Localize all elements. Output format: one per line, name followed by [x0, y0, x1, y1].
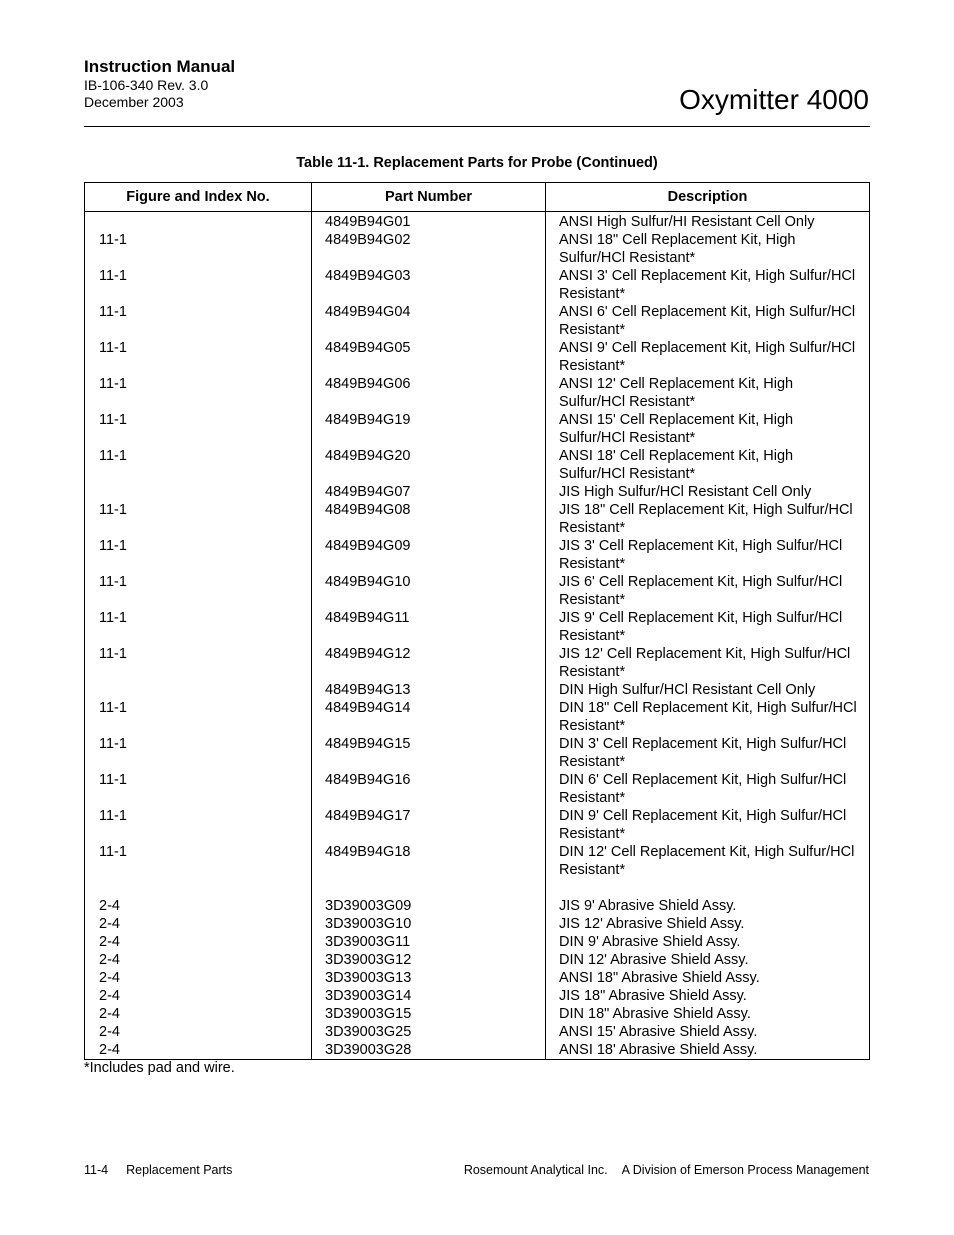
description-cell: DIN 9' Abrasive Shield Assy. — [546, 933, 870, 951]
figure-index-cell: 11-1 — [85, 267, 312, 303]
column-header-part-number: Part Number — [312, 183, 546, 212]
figure-index-cell: 2-4 — [85, 915, 312, 933]
table-footnote: *Includes pad and wire. — [84, 1060, 235, 1076]
table-row — [85, 231, 870, 267]
description-cell: ANSI High Sulfur/HI Resistant Cell Only — [546, 212, 870, 232]
description-cell: JIS 18" Cell Replacement Kit, High Sulfur/HCl Resistant* — [546, 501, 870, 537]
part-number-cell: 3D39003G25 — [312, 1023, 546, 1041]
figure-index-cell: 2-4 — [85, 1023, 312, 1041]
page-footer-left — [84, 1163, 232, 1177]
table-row — [85, 267, 870, 303]
table-header-row — [85, 183, 870, 212]
description-cell: JIS 12' Abrasive Shield Assy. — [546, 915, 870, 933]
table-row — [85, 735, 870, 771]
table-row — [85, 411, 870, 447]
part-number-cell: 4849B94G01 — [312, 212, 546, 232]
figure-index-cell: 11-1 — [85, 537, 312, 573]
figure-index-cell: 2-4 — [85, 897, 312, 915]
description-cell: DIN 12' Abrasive Shield Assy. — [546, 951, 870, 969]
description-cell: ANSI 15' Abrasive Shield Assy. — [546, 1023, 870, 1041]
doc-number: IB-106-340 Rev. 3.0 — [84, 77, 209, 93]
figure-index-cell: 11-1 — [85, 771, 312, 807]
part-number-cell: 4849B94G19 — [312, 411, 546, 447]
table-row — [85, 771, 870, 807]
part-number-cell: 4849B94G12 — [312, 645, 546, 681]
part-number-cell: 4849B94G17 — [312, 807, 546, 843]
part-number-cell: 4849B94G15 — [312, 735, 546, 771]
table-row — [85, 933, 870, 951]
part-number-cell: 3D39003G28 — [312, 1041, 546, 1060]
column-header-figure: Figure and Index No. — [85, 183, 312, 212]
part-number-cell: 4849B94G18 — [312, 843, 546, 879]
part-number-cell: 3D39003G12 — [312, 951, 546, 969]
figure-index-cell: 11-1 — [85, 573, 312, 609]
part-number-cell: 3D39003G15 — [312, 1005, 546, 1023]
table-row — [85, 212, 870, 232]
document-header — [84, 57, 235, 111]
table-row — [85, 1041, 870, 1060]
figure-index-cell: 2-4 — [85, 1041, 312, 1060]
part-number-cell: 4849B94G06 — [312, 375, 546, 411]
description-cell: ANSI 18" Cell Replacement Kit, High Sulfur/HCl Resistant* — [546, 231, 870, 267]
part-number-cell: 4849B94G07 — [312, 483, 546, 501]
figure-index-cell: 11-1 — [85, 807, 312, 843]
table-row — [85, 1005, 870, 1023]
description-cell: JIS 9' Abrasive Shield Assy. — [546, 897, 870, 915]
part-number-cell: 4849B94G04 — [312, 303, 546, 339]
description-cell: JIS 18" Abrasive Shield Assy. — [546, 987, 870, 1005]
table-row — [85, 483, 870, 501]
replacement-parts-table — [84, 182, 870, 1060]
figure-index-cell: 11-1 — [85, 735, 312, 771]
description-cell: JIS 6' Cell Replacement Kit, High Sulfur/HCl Resistant* — [546, 573, 870, 609]
description-cell: ANSI 12' Cell Replacement Kit, High Sulfur/HCl Resistant* — [546, 375, 870, 411]
figure-index-cell: 11-1 — [85, 231, 312, 267]
table-caption: Table 11-1. Replacement Parts for Probe (Continued) — [296, 155, 658, 171]
table-row — [85, 843, 870, 879]
description-cell: DIN 18" Abrasive Shield Assy. — [546, 1005, 870, 1023]
table-row — [85, 987, 870, 1005]
figure-index-cell: 2-4 — [85, 933, 312, 951]
figure-index-cell: 2-4 — [85, 951, 312, 969]
figure-index-cell — [85, 879, 312, 897]
description-cell: JIS 3' Cell Replacement Kit, High Sulfur/HCl Resistant* — [546, 537, 870, 573]
description-cell: ANSI 6' Cell Replacement Kit, High Sulfur/HCl Resistant* — [546, 303, 870, 339]
table-row — [85, 1023, 870, 1041]
description-cell: DIN 6' Cell Replacement Kit, High Sulfur/HCl Resistant* — [546, 771, 870, 807]
table-row — [85, 609, 870, 645]
part-number-cell: 3D39003G14 — [312, 987, 546, 1005]
part-number-cell: 4849B94G20 — [312, 447, 546, 483]
description-cell: DIN 3' Cell Replacement Kit, High Sulfur/HCl Resistant* — [546, 735, 870, 771]
table-row — [85, 339, 870, 375]
table-row — [85, 879, 870, 897]
part-number-cell: 3D39003G11 — [312, 933, 546, 951]
part-number-cell: 3D39003G10 — [312, 915, 546, 933]
column-header-description: Description — [546, 183, 870, 212]
table-row — [85, 699, 870, 735]
part-number-cell: 4849B94G14 — [312, 699, 546, 735]
table-row — [85, 375, 870, 411]
figure-index-cell — [85, 681, 312, 699]
description-cell — [546, 879, 870, 897]
manual-title: Instruction Manual — [84, 57, 236, 76]
part-number-cell: 4849B94G11 — [312, 609, 546, 645]
part-number-cell: 3D39003G09 — [312, 897, 546, 915]
description-cell: DIN 12' Cell Replacement Kit, High Sulfur/HCl Resistant* — [546, 843, 870, 879]
header-divider — [84, 126, 870, 127]
part-number-cell: 4849B94G08 — [312, 501, 546, 537]
doc-date: December 2003 — [84, 94, 184, 110]
figure-index-cell: 11-1 — [85, 375, 312, 411]
figure-index-cell: 11-1 — [85, 447, 312, 483]
figure-index-cell: 11-1 — [85, 303, 312, 339]
figure-index-cell: 11-1 — [85, 843, 312, 879]
page-footer-right — [464, 1163, 869, 1177]
section-name: Replacement Parts — [126, 1163, 233, 1177]
figure-index-cell: 11-1 — [85, 645, 312, 681]
table-row — [85, 501, 870, 537]
part-number-cell: 4849B94G16 — [312, 771, 546, 807]
part-number-cell: 4849B94G13 — [312, 681, 546, 699]
table-row — [85, 807, 870, 843]
table-row — [85, 447, 870, 483]
figure-index-cell: 2-4 — [85, 1005, 312, 1023]
table-row — [85, 537, 870, 573]
table-row — [85, 303, 870, 339]
figure-index-cell — [85, 212, 312, 232]
description-cell: ANSI 18" Abrasive Shield Assy. — [546, 969, 870, 987]
table-row — [85, 969, 870, 987]
description-cell: JIS High Sulfur/HCl Resistant Cell Only — [546, 483, 870, 501]
product-name: Oxymitter 4000 — [679, 84, 869, 115]
division-name: A Division of Emerson Process Management — [621, 1163, 869, 1177]
part-number-cell: 3D39003G13 — [312, 969, 546, 987]
description-cell: DIN High Sulfur/HCl Resistant Cell Only — [546, 681, 870, 699]
part-number-cell: 4849B94G03 — [312, 267, 546, 303]
description-cell: DIN 18" Cell Replacement Kit, High Sulfur/HCl Resistant* — [546, 699, 870, 735]
company-name: Rosemount Analytical Inc. — [463, 1163, 608, 1177]
figure-index-cell: 11-1 — [85, 339, 312, 375]
figure-index-cell: 11-1 — [85, 501, 312, 537]
figure-index-cell — [85, 483, 312, 501]
figure-index-cell: 2-4 — [85, 987, 312, 1005]
table-row — [85, 915, 870, 933]
table-row — [85, 951, 870, 969]
table-row — [85, 645, 870, 681]
part-number-cell: 4849B94G02 — [312, 231, 546, 267]
description-cell: ANSI 15' Cell Replacement Kit, High Sulfur/HCl Resistant* — [546, 411, 870, 447]
part-number-cell: 4849B94G10 — [312, 573, 546, 609]
page-number: 11-4 — [84, 1163, 109, 1177]
description-cell: JIS 12' Cell Replacement Kit, High Sulfur/HCl Resistant* — [546, 645, 870, 681]
figure-index-cell: 2-4 — [85, 969, 312, 987]
table-body — [85, 212, 870, 1060]
description-cell: ANSI 18' Abrasive Shield Assy. — [546, 1041, 870, 1060]
description-cell: ANSI 18' Cell Replacement Kit, High Sulfur/HCl Resistant* — [546, 447, 870, 483]
table-row — [85, 573, 870, 609]
description-cell: ANSI 9' Cell Replacement Kit, High Sulfur/HCl Resistant* — [546, 339, 870, 375]
description-cell: DIN 9' Cell Replacement Kit, High Sulfur/HCl Resistant* — [546, 807, 870, 843]
figure-index-cell: 11-1 — [85, 609, 312, 645]
part-number-cell — [312, 879, 546, 897]
table-row — [85, 681, 870, 699]
part-number-cell: 4849B94G05 — [312, 339, 546, 375]
figure-index-cell: 11-1 — [85, 699, 312, 735]
figure-index-cell: 11-1 — [85, 411, 312, 447]
table-row — [85, 897, 870, 915]
part-number-cell: 4849B94G09 — [312, 537, 546, 573]
description-cell: ANSI 3' Cell Replacement Kit, High Sulfur/HCl Resistant* — [546, 267, 870, 303]
description-cell: JIS 9' Cell Replacement Kit, High Sulfur/HCl Resistant* — [546, 609, 870, 645]
